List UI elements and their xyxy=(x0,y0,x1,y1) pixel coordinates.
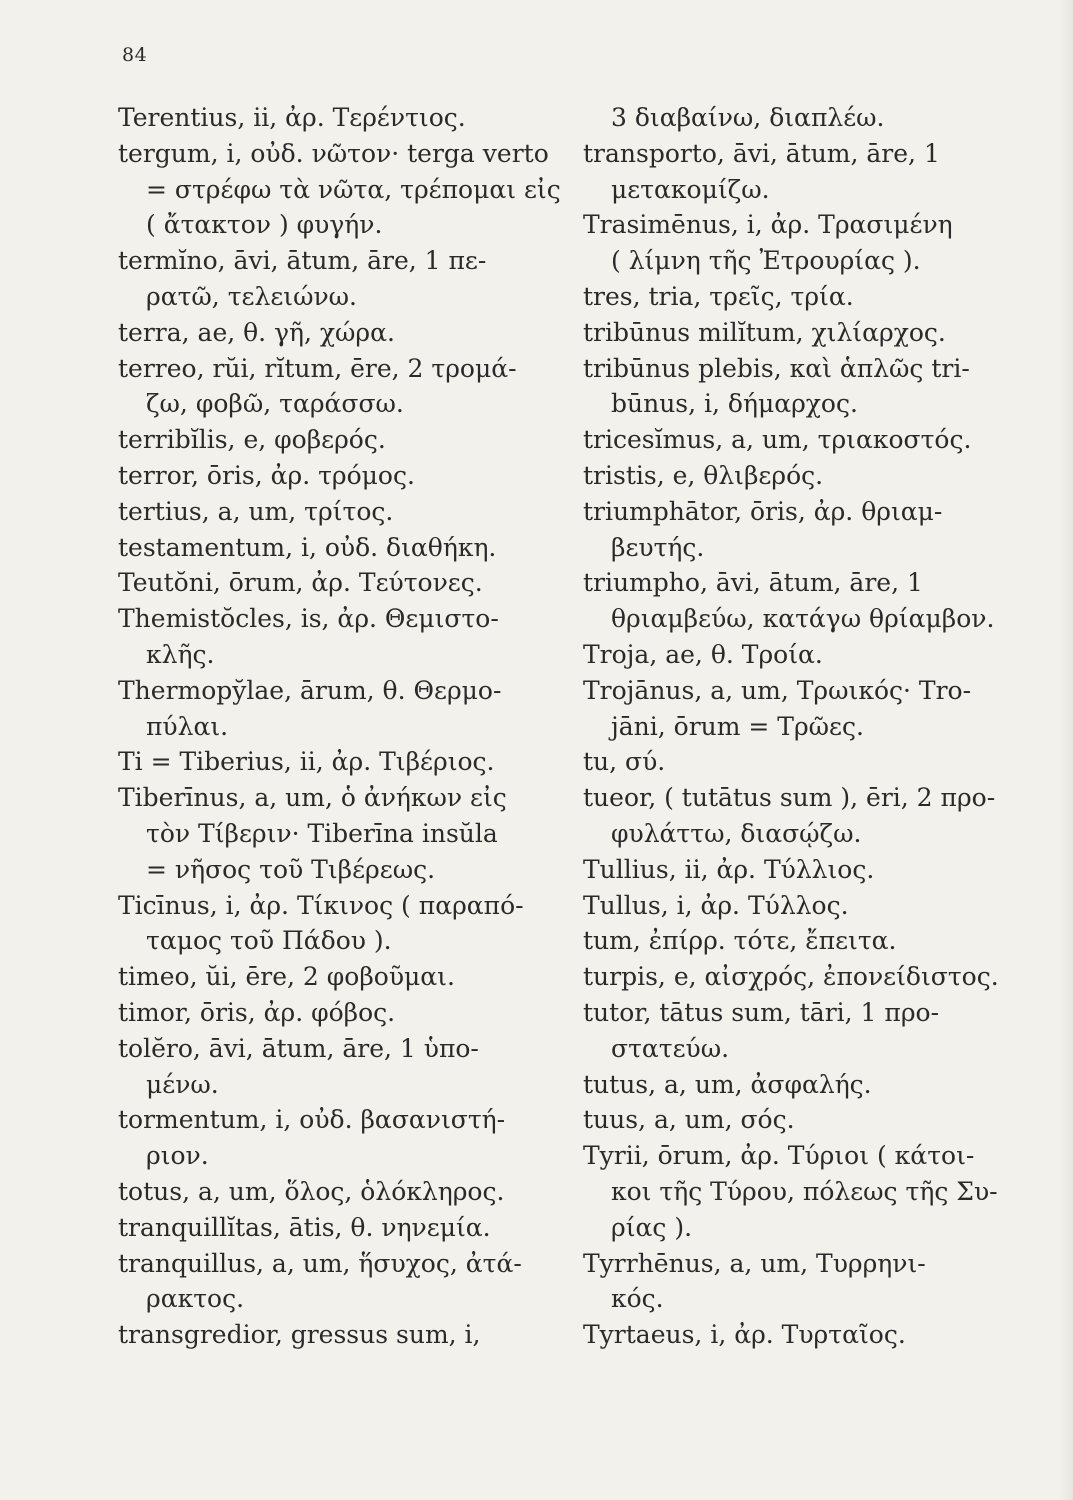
entry-continuation-line: ριον. xyxy=(146,1141,209,1171)
dictionary-entry-line: tergum, i, οὐδ. νῶτον· terga verto xyxy=(118,138,549,168)
dictionary-entry-line: Teutŏni, ōrum, ἀρ. Τεύτονες. xyxy=(118,568,483,598)
dictionary-entry-line: Tullus, i, ἀρ. Τύλλος. xyxy=(583,890,849,920)
dictionary-entry-line: triumphātor, ōris, ἀρ. θριαμ- xyxy=(583,496,943,526)
dictionary-entry-line: tricesĭmus, a, um, τριακοστός. xyxy=(583,425,972,455)
entry-continuation-line: ταμος τοῦ Πάδου ). xyxy=(146,926,392,956)
dictionary-entry-line: Tyrtaeus, i, ἀρ. Τυρταῖος. xyxy=(583,1320,906,1350)
entry-continuation-line: μένω. xyxy=(146,1069,219,1099)
entry-continuation-line: ζω, φοβῶ, ταράσσω. xyxy=(146,389,404,419)
entry-continuation-line: βευτής. xyxy=(611,532,705,562)
entry-continuation-line: ρατῶ, τελειώνω. xyxy=(146,281,357,311)
dictionary-entry-line: tranquillĭtas, ātis, θ. νηνεμία. xyxy=(118,1212,491,1242)
dictionary-entry-line: tu, σύ. xyxy=(583,747,666,777)
dictionary-entry-line: turpis, e, αἰσχρός, ἐπονείδιστος. xyxy=(583,962,999,992)
entry-continuation-line: ρίας ). xyxy=(611,1212,693,1242)
dictionary-entry-line: Ticīnus, i, ἀρ. Τίκινος ( παραπό- xyxy=(118,890,524,920)
scan-edge-shadow xyxy=(1059,0,1073,1500)
dictionary-entry-line: Themistŏcles, is, ἀρ. Θεμιστο- xyxy=(118,604,499,634)
dictionary-entry-line: Trasimēnus, i, ἀρ. Τρασιμένη xyxy=(583,210,953,240)
dictionary-entry-line: triumpho, āvi, ātum, āre, 1 xyxy=(583,568,923,598)
entry-continuation-line: πύλαι. xyxy=(146,711,229,741)
entry-continuation-line: ( ἄτακτον ) φυγήν. xyxy=(146,210,383,240)
dictionary-entry-line: Tullius, ii, ἀρ. Τύλλιος. xyxy=(583,854,875,884)
entry-continuation-line: ρακτος. xyxy=(146,1284,245,1314)
dictionary-entry-line: testamentum, i, οὐδ. διαθήκη. xyxy=(118,532,497,562)
dictionary-entry-line: terreo, rŭi, rĭtum, ēre, 2 τρομά- xyxy=(118,353,517,383)
entry-continuation-line: κοι τῆς Τύρου, πόλεως τῆς Συ- xyxy=(611,1176,998,1206)
dictionary-entry-line: tolĕro, āvi, ātum, āre, 1 ὑπο- xyxy=(118,1033,479,1063)
dictionary-entry-line: termĭno, āvi, ātum, āre, 1 πε- xyxy=(118,246,487,276)
left-column xyxy=(118,100,568,1353)
dictionary-entry-line: transgredior, gressus sum, i, xyxy=(118,1320,481,1350)
dictionary-entry-line: tristis, e, θλιβερός. xyxy=(583,460,824,490)
dictionary-entry-line: Thermopy̆lae, ārum, θ. Θερμο- xyxy=(118,675,502,705)
dictionary-entry-line: tertius, a, um, τρίτος. xyxy=(118,496,394,526)
entry-continuation-line: būnus, i, δήμαρχος. xyxy=(611,389,858,419)
entry-continuation-line: θριαμβεύω, κατάγω θρίαμβον. xyxy=(611,604,995,634)
dictionary-entry-line: timeo, ŭi, ēre, 2 φοβοῦμαι. xyxy=(118,962,455,992)
entry-continuation-line: τὸν Τίβεριν· Tiberīna insŭla xyxy=(146,818,498,848)
dictionary-entry-line: tribūnus plebis, καὶ ἁπλῶς tri- xyxy=(583,353,970,383)
dictionary-entry-line: transporto, āvi, ātum, āre, 1 xyxy=(583,138,940,168)
dictionary-entry-line: Trojānus, a, um, Τρωικός· Tro- xyxy=(583,675,972,705)
dictionary-entry-line: tormentum, i, οὐδ. βασανιστή- xyxy=(118,1105,506,1135)
dictionary-entry-line: tueor, ( tutātus sum ), ēri, 2 προ- xyxy=(583,783,996,813)
page-number: 84 xyxy=(122,44,148,66)
dictionary-entry-line: Troja, ae, θ. Τροία. xyxy=(583,639,823,669)
dictionary-entry-line: terra, ae, θ. γῆ, χώρα. xyxy=(118,317,395,347)
dictionary-entry-line: Tiberīnus, a, um, ὁ ἀνήκων εἰς xyxy=(118,783,507,813)
dictionary-entry-line: terror, ōris, ἀρ. τρόμος. xyxy=(118,460,415,490)
dictionary-entry-line: Tyrii, ōrum, ἀρ. Τύριοι ( κάτοι- xyxy=(583,1141,975,1171)
entry-continuation-line: φυλάττω, διασῴζω. xyxy=(611,818,862,848)
entry-continuation-line: ( λίμνη τῆς Ἐτρουρίας ). xyxy=(611,246,921,276)
dictionary-entry-line: tutor, tātus sum, tāri, 1 προ- xyxy=(583,997,940,1027)
dictionary-entry-line: tribūnus milĭtum, χιλίαρχος. xyxy=(583,317,946,347)
dictionary-entry-line: Terentius, ii, ἀρ. Τερέντιος. xyxy=(118,103,466,132)
entry-continuation-line: 3 διαβαίνω, διαπλέω. xyxy=(611,103,885,132)
dictionary-entry-line: tres, tria, τρεῖς, τρία. xyxy=(583,281,854,311)
entry-continuation-line: = στρέφω τὰ νῶτα, τρέπομαι εἰς xyxy=(146,174,561,204)
dictionary-entry-line: timor, ōris, ἀρ. φόβος. xyxy=(118,997,396,1027)
dictionary-entry-line: tranquillus, a, um, ἥσυχος, ἀτά- xyxy=(118,1248,522,1278)
entry-continuation-line: jāni, ōrum = Τρῶες. xyxy=(611,711,864,741)
entry-continuation-line: = νῆσος τοῦ Τιβέρεως. xyxy=(146,854,436,884)
dictionary-entry-line: tum, ἐπίρρ. τότε, ἔπειτα. xyxy=(583,926,897,956)
dictionary-entry-line: Ti = Tiberius, ii, ἀρ. Τιβέριος. xyxy=(118,747,495,777)
entry-continuation-line: στατεύω. xyxy=(611,1033,730,1063)
right-column xyxy=(583,100,1023,1353)
entry-continuation-line: κός. xyxy=(611,1284,664,1314)
dictionary-entry-line: Tyrrhēnus, a, um, Τυρρηνι- xyxy=(583,1248,926,1278)
entry-continuation-line: κλῆς. xyxy=(146,639,215,669)
entry-continuation-line: μετακομίζω. xyxy=(611,174,770,204)
dictionary-entry-line: tutus, a, um, ἀσφαλής. xyxy=(583,1069,872,1099)
dictionary-entry-line: terribĭlis, e, φοβερός. xyxy=(118,425,386,455)
dictionary-entry-line: tuus, a, um, σός. xyxy=(583,1105,795,1135)
dictionary-entry-line: totus, a, um, ὅλος, ὁλόκληρος. xyxy=(118,1176,505,1206)
